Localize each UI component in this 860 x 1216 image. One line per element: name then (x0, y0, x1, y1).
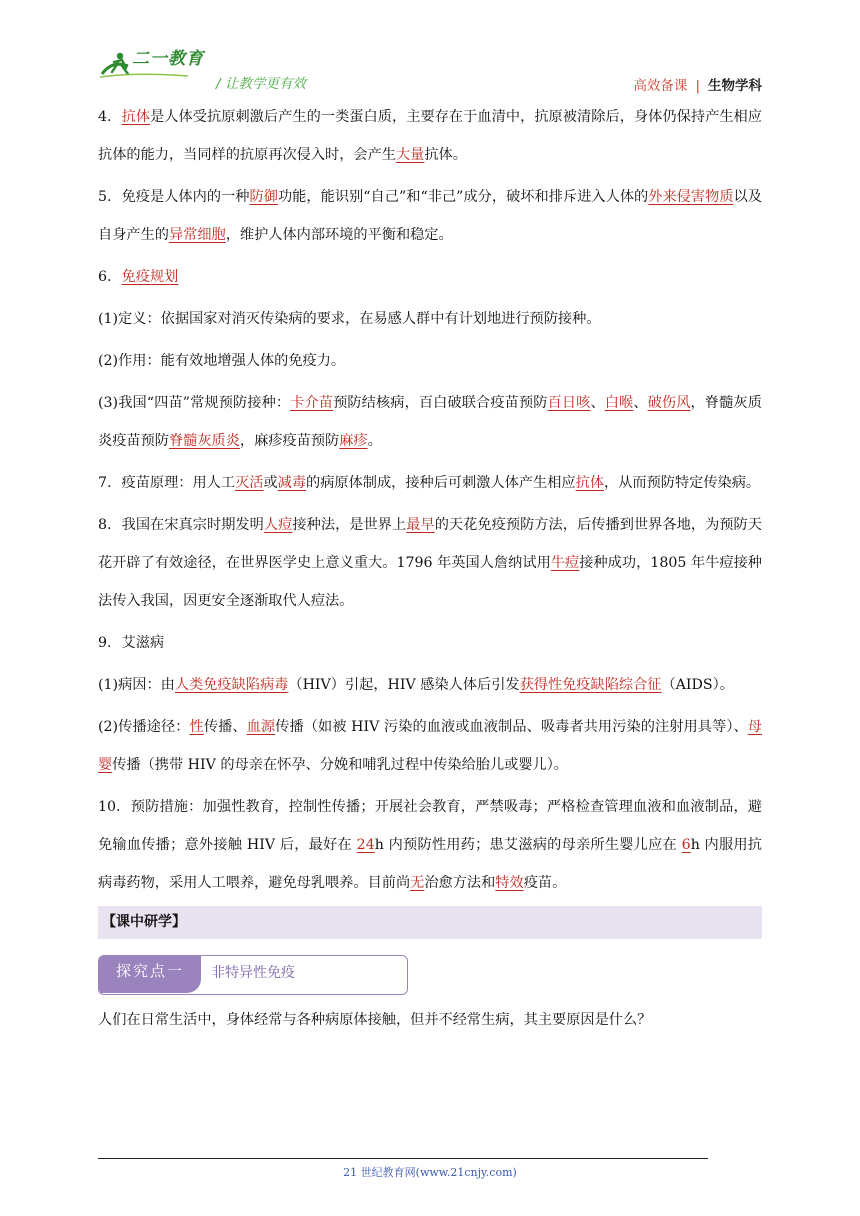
explore-point-tag: 探究点一 (99, 956, 201, 993)
answer-blank: 母婴 (98, 719, 762, 773)
item-text: 疫苗原理：用人工 (121, 475, 236, 491)
item-text: 以及自身产生的 (98, 189, 762, 243)
answer-blank: 人痘 (263, 517, 293, 533)
answer-blank: 大量 (395, 147, 425, 163)
answer-blank: 特效 (495, 875, 524, 891)
answer-blank: 防御 (249, 189, 278, 205)
item-text: 功能，能识别“自己”和“非己”成分，破坏和排斥进入人体的 (277, 189, 649, 205)
answer-blank: 脊髓灰质炎 (168, 433, 240, 449)
item-text: 传播（携带 HIV 的母亲在怀孕、分娩和哺乳过程中传染给胎儿或婴儿）。 (112, 757, 568, 773)
explore-point-topic: 非特异性免疫 (211, 965, 295, 981)
item-6 (98, 258, 762, 296)
item-text: 疫苗。 (523, 875, 567, 891)
item-text: 或 (263, 475, 278, 491)
item-6-2 (98, 342, 762, 380)
item-text: （AIDS）。 (661, 677, 734, 693)
answer-blank: 灭活 (235, 475, 264, 491)
item-text: 预防结核病，百白破联合疫苗预防 (333, 395, 548, 411)
notes-body (98, 98, 762, 902)
item-text: (1)病因：由 (98, 677, 175, 693)
item-8 (98, 506, 762, 620)
answer-blank: 破伤风 (647, 395, 691, 411)
item-text: 接种法，是世界上 (292, 517, 407, 533)
item-10 (98, 788, 762, 902)
item-9 (98, 624, 762, 662)
item-text: (3)我国“四苗”常规预防接种： (98, 395, 291, 411)
item-text: 。 (367, 433, 382, 449)
header-subject (633, 74, 762, 94)
answer-blank: 减毒 (277, 475, 307, 491)
item-text: 的天花免疫预防方法，后传播到世界各地，为预防天花开辟了有效途径，在世界医学史上意义重大。1796 年英国人詹纳试用 (98, 517, 762, 571)
item-text: 免疫是人体内的一种 (121, 189, 250, 205)
header-tag-a: 高效备课 (633, 78, 688, 94)
header-tag-b: 生物学科 (708, 78, 762, 94)
item-5 (98, 178, 762, 254)
item-text: （HIV）引起，HIV 感染人体后引发 (288, 677, 520, 693)
item-4 (98, 98, 762, 174)
item-text: 传播（如被 HIV 污染的血液或血液制品、吸毒者共用污染的注射用具等）、 (275, 719, 748, 735)
item-text: 传播、 (203, 719, 247, 735)
item-7 (98, 464, 762, 502)
item-number: 10. (98, 799, 121, 815)
footer-divider (98, 1158, 708, 1159)
item-text: ，麻疹疫苗预防 (239, 433, 340, 449)
item-text: ，从而预防特定传染病。 (604, 475, 761, 491)
item-text: h 内预防性用药；患艾滋病的母亲所生婴儿应在 (374, 837, 682, 853)
answer-blank: 抗体 (121, 109, 151, 125)
answer-blank: 无 (410, 875, 425, 891)
answer-blank: 异常细胞 (168, 227, 226, 243)
item-text: ，维护人体内部环境的平衡和稳定。 (225, 227, 453, 243)
answer-blank: 免疫规划 (121, 269, 179, 285)
logo-text: 二一教育 (132, 49, 204, 69)
answer-blank: 人类免疫缺陷病毒 (174, 677, 289, 693)
item-number: 4. (98, 109, 112, 125)
answer-blank: 6 (681, 837, 691, 853)
answer-blank: 麻疹 (339, 433, 368, 449)
item-text: 预防措施：加强性教育，控制性传播；开展社会教育，严禁吸毒；严格检查管理血液和血液制品，避免输血传播；意外接触 HIV 后，最好在 (98, 799, 762, 853)
item-text: 是人体受抗原刺激后产生的一类蛋白质，主要存在于血清中，抗原被清除后，身体仍保持产生相应抗体的能力，当同样的抗原再次侵入时，会产生 (98, 109, 762, 163)
answer-blank: 百日咳 (547, 395, 591, 411)
footer-source: 21 世纪教育网(www.21cnjy.com) (343, 1166, 517, 1179)
answer-blank: 血源 (246, 719, 276, 735)
item-text: (2)作用：能有效地增强人体的免疫力。 (98, 353, 346, 369)
item-text: 治愈方法和 (424, 875, 496, 891)
header-slogan: / 让教学更有效 (216, 76, 306, 92)
answer-blank: 最早 (406, 517, 435, 533)
item-text: 艾滋病 (121, 635, 165, 651)
item-number: 9. (98, 635, 112, 651)
item-text: 我国在宋真宗时期发明 (121, 517, 264, 533)
item-text: 的病原体制成，接种后可刺激人体产生相应 (306, 475, 576, 491)
item-text: (1)定义：依据国家对消灭传染病的要求，在易感人群中有计划地进行预防接种。 (98, 311, 601, 327)
page-header (98, 44, 762, 94)
item-number: 5. (98, 189, 112, 205)
item-9-1 (98, 666, 762, 704)
answer-blank: 白喉 (604, 395, 634, 411)
section-heading-bar: 【课中研学】 (98, 906, 762, 939)
item-text: 、 (590, 395, 605, 411)
answer-blank: 卡介苗 (290, 395, 334, 411)
item-number: 8. (98, 517, 112, 533)
item-9-2 (98, 708, 762, 784)
item-text: ，脊髓灰质炎疫苗预防 (98, 395, 762, 449)
explore-point-box (98, 955, 408, 995)
header-separator: | (695, 78, 700, 94)
answer-blank: 获得性免疫缺陷综合征 (519, 677, 662, 693)
answer-blank: 牛痘 (550, 555, 580, 571)
answer-blank: 外来侵害物质 (648, 189, 734, 205)
item-number: 7. (98, 475, 112, 491)
item-6-1 (98, 300, 762, 338)
answer-blank: 24 (356, 837, 375, 853)
answer-blank: 性 (189, 719, 204, 735)
item-text: 、 (633, 395, 648, 411)
item-text: 抗体。 (424, 147, 467, 163)
item-text: h 内服用抗病毒药物，采用人工喂养，避免母乳喂养。目前尚 (98, 837, 762, 891)
question-text: 人们在日常生活中，身体经常与各种病原体接触，但并不经常生病，其主要原因是什么？ (98, 1012, 652, 1028)
item-number: 6. (98, 269, 112, 285)
item-text: (2)传播途径： (98, 719, 190, 735)
item-text: 接种成功，1805 年牛痘接种法传入我国，因更安全逐渐取代人痘法。 (98, 555, 762, 609)
answer-blank: 抗体 (575, 475, 605, 491)
item-6-3 (98, 384, 762, 460)
